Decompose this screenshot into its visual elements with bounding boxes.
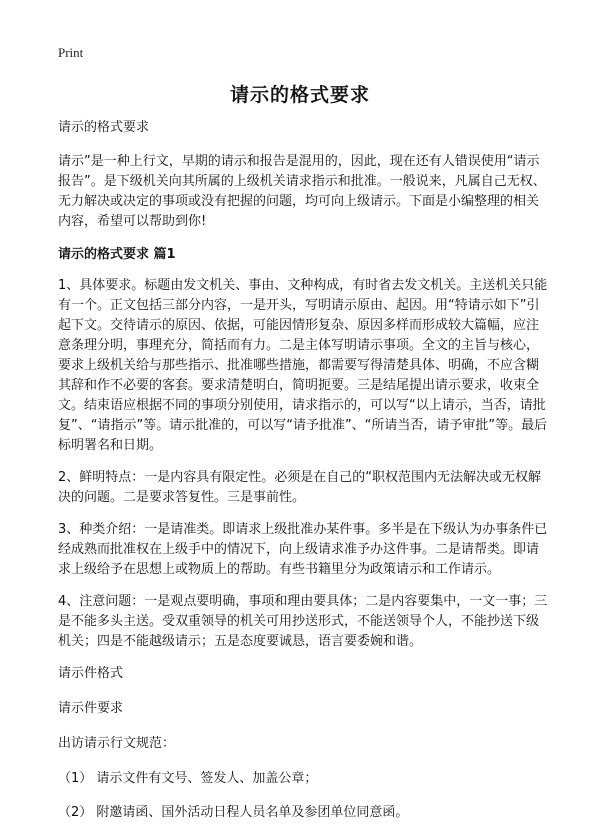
section-paragraph-2: 2、鲜明特点：一是内容具有限定性。必须是在自己的“职权范围内无法解决或无权解决的问题。二是要求答复性。三是事前性。 [58, 470, 542, 505]
list-item: （1） 请示文件有文号、签发人、加盖公章； [58, 771, 318, 786]
line-item: 请示件要求 [58, 701, 124, 716]
section-paragraph-3: 3、种类介绍：一是请准类。即请求上级批准办某件事。多半是在下级认为办事条件已经成熟而批准权在上级手中的情况下，向上级请求准予办这件事。二是请帮类。即请求上级给予在思想上或物质上的帮助。有些书籍里分为政策请示和工作请示。 [58, 522, 548, 577]
list-item: （2） 附邀请函、国外活动日程人员名单及参团单位同意函。 [58, 805, 409, 820]
section-paragraph-1: 1、具体要求。标题由发文机关、事由、文种构成，有时省去发文机关。主送机关只能有一个。正文包括三部分内容，一是开头，写明请示原由、起因。用“特请示如下”引起下文。交待请示的原因、依据，可能因情形复杂、原因多样而形成较大篇幅，应注意条理分明，事理充分，简括而有力。二是主体写明请示事项。全文的主旨与核心，要求上级机关给与那些指示、批准哪些措施，都需要写得清楚具体、明确，不应含糊其辞和作不必要的客套。要求清楚明白，简明扼要。三是结尾提出请示要求，收束全文。结束语应根据不同的事项分别使用，请求指示的，可以写“以上请示，当否，请批复”、“请指示”等。请示批准的，可以写“请予批准”、“所请当否，请予审批”等。最后标明署名和日期。 [58, 278, 548, 453]
print-link[interactable]: Print [58, 45, 84, 60]
page-title: 请示的格式要求 [229, 84, 370, 106]
line-item: 请示件格式 [58, 666, 124, 681]
section-heading: 请示的格式要求 篇1 [58, 247, 176, 262]
section-paragraph-4: 4、注意问题：一是观点要明确，事项和理由要具体；二是内容要集中，一文一事；三是不能多头主送。受双重领导的机关可用抄送形式，不能送领导个人，不能抄送下级机关；四是不能越级请示；五是态度要诚恳，语言要委婉和谐。 [58, 594, 548, 649]
subtitle: 请示的格式要求 [58, 120, 150, 135]
line-item: 出访请示行文规范： [58, 736, 176, 751]
intro-paragraph: 请示”是一种上行文，早期的请示和报告是混用的，因此，现在还有人错误使用“请示报告”。是下级机关向其所属的上级机关请求指示和批准。一般说来，凡属自己无权、无力解决或决定的事项或没有把握的问题，均可向上级请示。下面是小编整理的相关内容，希望可以帮助到你! [58, 154, 546, 229]
document-body [58, 118, 548, 837]
